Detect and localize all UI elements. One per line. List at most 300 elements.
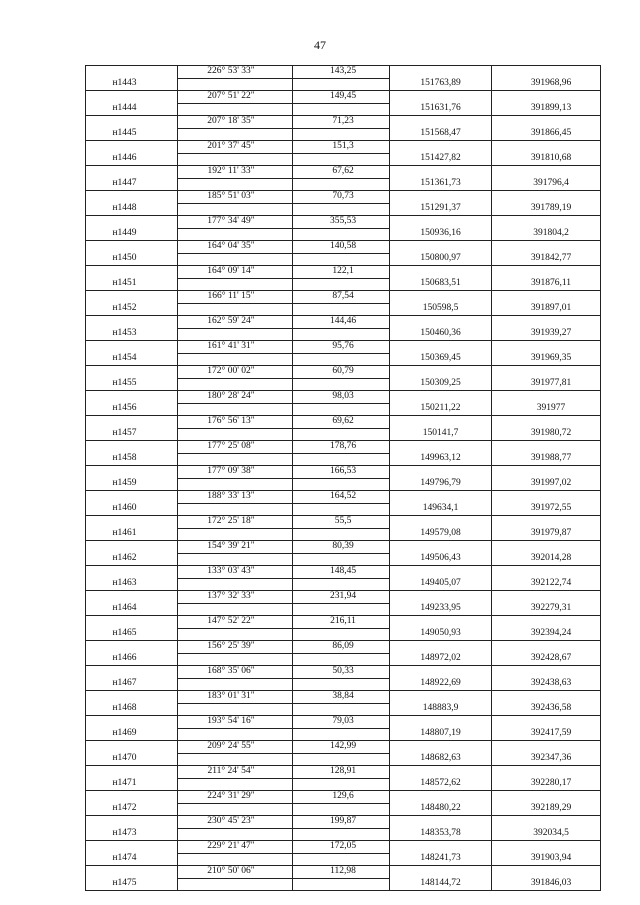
empty-cell xyxy=(492,116,601,129)
distance-cell: 128,91 xyxy=(293,766,390,779)
point-id-cell: н1463 xyxy=(86,578,178,591)
empty-cell xyxy=(492,591,601,604)
empty-cell xyxy=(178,628,293,641)
table-row-edge xyxy=(86,116,601,129)
y-coordinate-cell: 392189,29 xyxy=(492,803,601,816)
table-row-point xyxy=(86,253,601,266)
x-coordinate-cell: 149405,07 xyxy=(390,578,492,591)
direction-angle-cell: 137° 32' 33" xyxy=(178,591,293,604)
point-id-cell: н1472 xyxy=(86,803,178,816)
empty-cell xyxy=(86,291,178,304)
empty-cell xyxy=(293,853,390,866)
empty-cell xyxy=(293,528,390,541)
empty-cell xyxy=(492,91,601,104)
x-coordinate-cell: 150598,5 xyxy=(390,303,492,316)
empty-cell xyxy=(86,766,178,779)
empty-cell xyxy=(86,216,178,229)
empty-cell xyxy=(293,728,390,741)
distance-cell: 144,46 xyxy=(293,316,390,329)
empty-cell xyxy=(390,116,492,129)
distance-cell: 79,03 xyxy=(293,716,390,729)
distance-cell: 80,39 xyxy=(293,541,390,554)
empty-cell xyxy=(293,228,390,241)
direction-angle-cell: 211° 24' 54" xyxy=(178,766,293,779)
empty-cell xyxy=(293,778,390,791)
empty-cell xyxy=(492,266,601,279)
empty-cell xyxy=(293,803,390,816)
x-coordinate-cell: 149796,79 xyxy=(390,478,492,491)
direction-angle-cell: 161° 41' 31" xyxy=(178,341,293,354)
empty-cell xyxy=(178,228,293,241)
empty-cell xyxy=(293,278,390,291)
direction-angle-cell: 185° 51' 03" xyxy=(178,191,293,204)
empty-cell xyxy=(178,453,293,466)
table-row-edge xyxy=(86,841,601,854)
point-id-cell: н1457 xyxy=(86,428,178,441)
point-id-cell: н1456 xyxy=(86,403,178,416)
table-row-point xyxy=(86,303,601,316)
x-coordinate-cell: 150800,97 xyxy=(390,253,492,266)
x-coordinate-cell: 148807,19 xyxy=(390,728,492,741)
empty-cell xyxy=(390,691,492,704)
x-coordinate-cell: 150369,45 xyxy=(390,353,492,366)
distance-cell: 70,73 xyxy=(293,191,390,204)
y-coordinate-cell: 391977,81 xyxy=(492,378,601,391)
x-coordinate-cell: 150683,51 xyxy=(390,278,492,291)
distance-cell: 143,25 xyxy=(293,66,390,79)
direction-angle-cell: 154° 39' 21" xyxy=(178,541,293,554)
empty-cell xyxy=(293,328,390,341)
table-row-edge xyxy=(86,316,601,329)
table-row-edge xyxy=(86,766,601,779)
empty-cell xyxy=(293,678,390,691)
empty-cell xyxy=(178,878,293,891)
table-row-edge xyxy=(86,541,601,554)
point-id-cell: н1447 xyxy=(86,178,178,191)
point-id-cell: н1464 xyxy=(86,603,178,616)
empty-cell xyxy=(390,516,492,529)
empty-cell xyxy=(492,566,601,579)
empty-cell xyxy=(86,366,178,379)
empty-cell xyxy=(492,616,601,629)
x-coordinate-cell: 151361,73 xyxy=(390,178,492,191)
empty-cell xyxy=(293,78,390,91)
empty-cell xyxy=(86,466,178,479)
empty-cell xyxy=(390,441,492,454)
direction-angle-cell: 177° 09' 38" xyxy=(178,466,293,479)
distance-cell: 149,45 xyxy=(293,91,390,104)
empty-cell xyxy=(178,553,293,566)
empty-cell xyxy=(178,503,293,516)
table-row-edge xyxy=(86,791,601,804)
y-coordinate-cell: 391796,4 xyxy=(492,178,601,191)
table-row-point xyxy=(86,603,601,616)
y-coordinate-cell: 391897,01 xyxy=(492,303,601,316)
empty-cell xyxy=(492,216,601,229)
empty-cell xyxy=(86,791,178,804)
table-row-point xyxy=(86,428,601,441)
empty-cell xyxy=(293,128,390,141)
empty-cell xyxy=(390,166,492,179)
empty-cell xyxy=(293,353,390,366)
table-row-point xyxy=(86,628,601,641)
empty-cell xyxy=(178,128,293,141)
direction-angle-cell: 226° 53' 33" xyxy=(178,66,293,79)
empty-cell xyxy=(492,166,601,179)
empty-cell xyxy=(492,841,601,854)
empty-cell xyxy=(390,791,492,804)
distance-cell: 86,09 xyxy=(293,641,390,654)
direction-angle-cell: 207° 51' 22" xyxy=(178,91,293,104)
empty-cell xyxy=(492,466,601,479)
empty-cell xyxy=(492,441,601,454)
x-coordinate-cell: 150460,36 xyxy=(390,328,492,341)
empty-cell xyxy=(390,616,492,629)
x-coordinate-cell: 149233,95 xyxy=(390,603,492,616)
table-row-edge xyxy=(86,591,601,604)
y-coordinate-cell: 391866,45 xyxy=(492,128,601,141)
empty-cell xyxy=(390,391,492,404)
x-coordinate-cell: 148353,78 xyxy=(390,828,492,841)
empty-cell xyxy=(492,416,601,429)
table-row-point xyxy=(86,103,601,116)
empty-cell xyxy=(390,91,492,104)
table-row-point xyxy=(86,678,601,691)
point-id-cell: н1467 xyxy=(86,678,178,691)
table-row-edge xyxy=(86,566,601,579)
x-coordinate-cell: 151427,82 xyxy=(390,153,492,166)
direction-angle-cell: 177° 34' 49" xyxy=(178,216,293,229)
table-row-point xyxy=(86,328,601,341)
table-row-edge xyxy=(86,141,601,154)
empty-cell xyxy=(492,316,601,329)
table-row-point xyxy=(86,553,601,566)
direction-angle-cell: 192° 11' 33" xyxy=(178,166,293,179)
y-coordinate-cell: 391968,96 xyxy=(492,78,601,91)
empty-cell xyxy=(86,716,178,729)
empty-cell xyxy=(390,641,492,654)
y-coordinate-cell: 392347,36 xyxy=(492,753,601,766)
distance-cell: 151,3 xyxy=(293,141,390,154)
empty-cell xyxy=(178,178,293,191)
direction-angle-cell: 210° 50' 06" xyxy=(178,866,293,879)
y-coordinate-cell: 392280,17 xyxy=(492,778,601,791)
table-row-point xyxy=(86,653,601,666)
y-coordinate-cell: 392122,74 xyxy=(492,578,601,591)
point-id-cell: н1458 xyxy=(86,453,178,466)
empty-cell xyxy=(390,491,492,504)
empty-cell xyxy=(293,603,390,616)
distance-cell: 355,53 xyxy=(293,216,390,229)
empty-cell xyxy=(86,191,178,204)
empty-cell xyxy=(390,566,492,579)
empty-cell xyxy=(390,766,492,779)
table-row-edge xyxy=(86,491,601,504)
empty-cell xyxy=(86,741,178,754)
direction-angle-cell: 172° 00' 02" xyxy=(178,366,293,379)
x-coordinate-cell: 151568,47 xyxy=(390,128,492,141)
table-row-point xyxy=(86,353,601,366)
table-row-point xyxy=(86,578,601,591)
y-coordinate-cell: 392034,5 xyxy=(492,828,601,841)
distance-cell: 67,62 xyxy=(293,166,390,179)
empty-cell xyxy=(390,341,492,354)
empty-cell xyxy=(178,378,293,391)
page-number: 47 xyxy=(314,38,326,52)
y-coordinate-cell: 392394,24 xyxy=(492,628,601,641)
empty-cell xyxy=(86,666,178,679)
table-row-edge xyxy=(86,816,601,829)
table-row-edge xyxy=(86,641,601,654)
distance-cell: 129,6 xyxy=(293,791,390,804)
empty-cell xyxy=(86,491,178,504)
distance-cell: 95,76 xyxy=(293,341,390,354)
empty-cell xyxy=(86,816,178,829)
direction-angle-cell: 183° 01' 31" xyxy=(178,691,293,704)
table-row-point xyxy=(86,378,601,391)
empty-cell xyxy=(86,866,178,879)
distance-cell: 71,23 xyxy=(293,116,390,129)
empty-cell xyxy=(178,353,293,366)
empty-cell xyxy=(293,453,390,466)
empty-cell xyxy=(492,66,601,79)
y-coordinate-cell: 391979,87 xyxy=(492,528,601,541)
empty-cell xyxy=(293,203,390,216)
empty-cell xyxy=(390,141,492,154)
point-id-cell: н1466 xyxy=(86,653,178,666)
distance-cell: 60,79 xyxy=(293,366,390,379)
empty-cell xyxy=(178,428,293,441)
table-row-point xyxy=(86,228,601,241)
distance-cell: 69,62 xyxy=(293,416,390,429)
distance-cell: 231,94 xyxy=(293,591,390,604)
empty-cell xyxy=(293,578,390,591)
direction-angle-cell: 162° 59' 24" xyxy=(178,316,293,329)
point-id-cell: н1454 xyxy=(86,353,178,366)
x-coordinate-cell: 149050,93 xyxy=(390,628,492,641)
empty-cell xyxy=(390,191,492,204)
x-coordinate-cell: 150936,16 xyxy=(390,228,492,241)
table-row-edge xyxy=(86,341,601,354)
point-id-cell: н1446 xyxy=(86,153,178,166)
distance-cell: 178,76 xyxy=(293,441,390,454)
empty-cell xyxy=(390,841,492,854)
empty-cell xyxy=(86,841,178,854)
point-id-cell: н1459 xyxy=(86,478,178,491)
empty-cell xyxy=(86,416,178,429)
y-coordinate-cell: 391977 xyxy=(492,403,601,416)
x-coordinate-cell: 150141,7 xyxy=(390,428,492,441)
empty-cell xyxy=(178,828,293,841)
table-row-point xyxy=(86,128,601,141)
direction-angle-cell: 209° 24' 55" xyxy=(178,741,293,754)
distance-cell: 112,98 xyxy=(293,866,390,879)
empty-cell xyxy=(390,541,492,554)
point-id-cell: н1455 xyxy=(86,378,178,391)
y-coordinate-cell: 391846,03 xyxy=(492,878,601,891)
y-coordinate-cell: 391903,94 xyxy=(492,853,601,866)
table-row-point xyxy=(86,753,601,766)
table-row-point xyxy=(86,853,601,866)
y-coordinate-cell: 391810,68 xyxy=(492,153,601,166)
empty-cell xyxy=(293,753,390,766)
direction-angle-cell: 133° 03' 43" xyxy=(178,566,293,579)
direction-angle-cell: 147° 52' 22" xyxy=(178,616,293,629)
empty-cell xyxy=(178,653,293,666)
empty-cell xyxy=(178,153,293,166)
table-row-edge xyxy=(86,416,601,429)
empty-cell xyxy=(86,441,178,454)
table-row-point xyxy=(86,478,601,491)
distance-cell: 166,53 xyxy=(293,466,390,479)
empty-cell xyxy=(86,141,178,154)
empty-cell xyxy=(492,191,601,204)
direction-angle-cell: 180° 28' 24" xyxy=(178,391,293,404)
table-row-edge xyxy=(86,616,601,629)
empty-cell xyxy=(86,516,178,529)
table-row-edge xyxy=(86,91,601,104)
empty-cell xyxy=(293,253,390,266)
empty-cell xyxy=(178,753,293,766)
y-coordinate-cell: 391988,77 xyxy=(492,453,601,466)
x-coordinate-cell: 148480,22 xyxy=(390,803,492,816)
empty-cell xyxy=(390,466,492,479)
empty-cell xyxy=(178,203,293,216)
table-row-edge xyxy=(86,66,601,79)
table-row-edge xyxy=(86,441,601,454)
direction-angle-cell: 176° 56' 13" xyxy=(178,416,293,429)
y-coordinate-cell: 391939,27 xyxy=(492,328,601,341)
empty-cell xyxy=(390,366,492,379)
coordinates-table-body xyxy=(86,66,601,891)
point-id-cell: н1445 xyxy=(86,128,178,141)
table-row-edge xyxy=(86,191,601,204)
empty-cell xyxy=(178,678,293,691)
x-coordinate-cell: 149634,1 xyxy=(390,503,492,516)
y-coordinate-cell: 391789,19 xyxy=(492,203,601,216)
direction-angle-cell: 207° 18' 35" xyxy=(178,116,293,129)
empty-cell xyxy=(86,241,178,254)
empty-cell xyxy=(293,403,390,416)
empty-cell xyxy=(86,691,178,704)
table-row-edge xyxy=(86,666,601,679)
table-row-point xyxy=(86,778,601,791)
point-id-cell: н1452 xyxy=(86,303,178,316)
empty-cell xyxy=(178,278,293,291)
x-coordinate-cell: 151763,89 xyxy=(390,78,492,91)
empty-cell xyxy=(178,78,293,91)
empty-cell xyxy=(293,878,390,891)
y-coordinate-cell: 391876,11 xyxy=(492,278,601,291)
y-coordinate-cell: 391980,72 xyxy=(492,428,601,441)
point-id-cell: н1450 xyxy=(86,253,178,266)
point-id-cell: н1449 xyxy=(86,228,178,241)
table-row-point xyxy=(86,803,601,816)
x-coordinate-cell: 149579,08 xyxy=(390,528,492,541)
table-row-edge xyxy=(86,716,601,729)
x-coordinate-cell: 148241,73 xyxy=(390,853,492,866)
empty-cell xyxy=(492,541,601,554)
direction-angle-cell: 177° 25' 08" xyxy=(178,441,293,454)
empty-cell xyxy=(390,591,492,604)
table-row-edge xyxy=(86,216,601,229)
empty-cell xyxy=(492,741,601,754)
empty-cell xyxy=(492,791,601,804)
table-row-point xyxy=(86,503,601,516)
empty-cell xyxy=(492,816,601,829)
table-row-point xyxy=(86,78,601,91)
y-coordinate-cell: 392014,28 xyxy=(492,553,601,566)
empty-cell xyxy=(492,666,601,679)
empty-cell xyxy=(178,478,293,491)
table-row-edge xyxy=(86,691,601,704)
empty-cell xyxy=(492,391,601,404)
empty-cell xyxy=(293,378,390,391)
empty-cell xyxy=(492,691,601,704)
table-row-point xyxy=(86,828,601,841)
empty-cell xyxy=(178,103,293,116)
empty-cell xyxy=(293,553,390,566)
table-row-edge xyxy=(86,516,601,529)
empty-cell xyxy=(492,866,601,879)
empty-cell xyxy=(86,341,178,354)
point-id-cell: н1448 xyxy=(86,203,178,216)
table-row-edge xyxy=(86,466,601,479)
y-coordinate-cell: 391997,02 xyxy=(492,478,601,491)
empty-cell xyxy=(390,291,492,304)
y-coordinate-cell: 391804,2 xyxy=(492,228,601,241)
empty-cell xyxy=(178,853,293,866)
empty-cell xyxy=(492,241,601,254)
x-coordinate-cell: 151631,76 xyxy=(390,103,492,116)
table-row-edge xyxy=(86,266,601,279)
empty-cell xyxy=(390,266,492,279)
empty-cell xyxy=(293,703,390,716)
distance-cell: 142,99 xyxy=(293,741,390,754)
table-row-edge xyxy=(86,291,601,304)
empty-cell xyxy=(86,66,178,79)
distance-cell: 216,11 xyxy=(293,616,390,629)
empty-cell xyxy=(86,541,178,554)
empty-cell xyxy=(492,516,601,529)
empty-cell xyxy=(390,866,492,879)
x-coordinate-cell: 148972,02 xyxy=(390,653,492,666)
x-coordinate-cell: 149506,43 xyxy=(390,553,492,566)
empty-cell xyxy=(492,141,601,154)
table-row-edge xyxy=(86,241,601,254)
point-id-cell: н1471 xyxy=(86,778,178,791)
point-id-cell: н1460 xyxy=(86,503,178,516)
empty-cell xyxy=(86,266,178,279)
distance-cell: 164,52 xyxy=(293,491,390,504)
coordinates-table xyxy=(85,65,601,891)
empty-cell xyxy=(178,303,293,316)
empty-cell xyxy=(178,403,293,416)
point-id-cell: н1474 xyxy=(86,853,178,866)
empty-cell xyxy=(492,366,601,379)
x-coordinate-cell: 151291,37 xyxy=(390,203,492,216)
empty-cell xyxy=(178,778,293,791)
empty-cell xyxy=(293,628,390,641)
table-row-edge xyxy=(86,391,601,404)
empty-cell xyxy=(492,341,601,354)
table-row-point xyxy=(86,703,601,716)
point-id-cell: н1453 xyxy=(86,328,178,341)
empty-cell xyxy=(390,716,492,729)
x-coordinate-cell: 148883,9 xyxy=(390,703,492,716)
direction-angle-cell: 172° 25' 18" xyxy=(178,516,293,529)
table-row-point xyxy=(86,878,601,891)
